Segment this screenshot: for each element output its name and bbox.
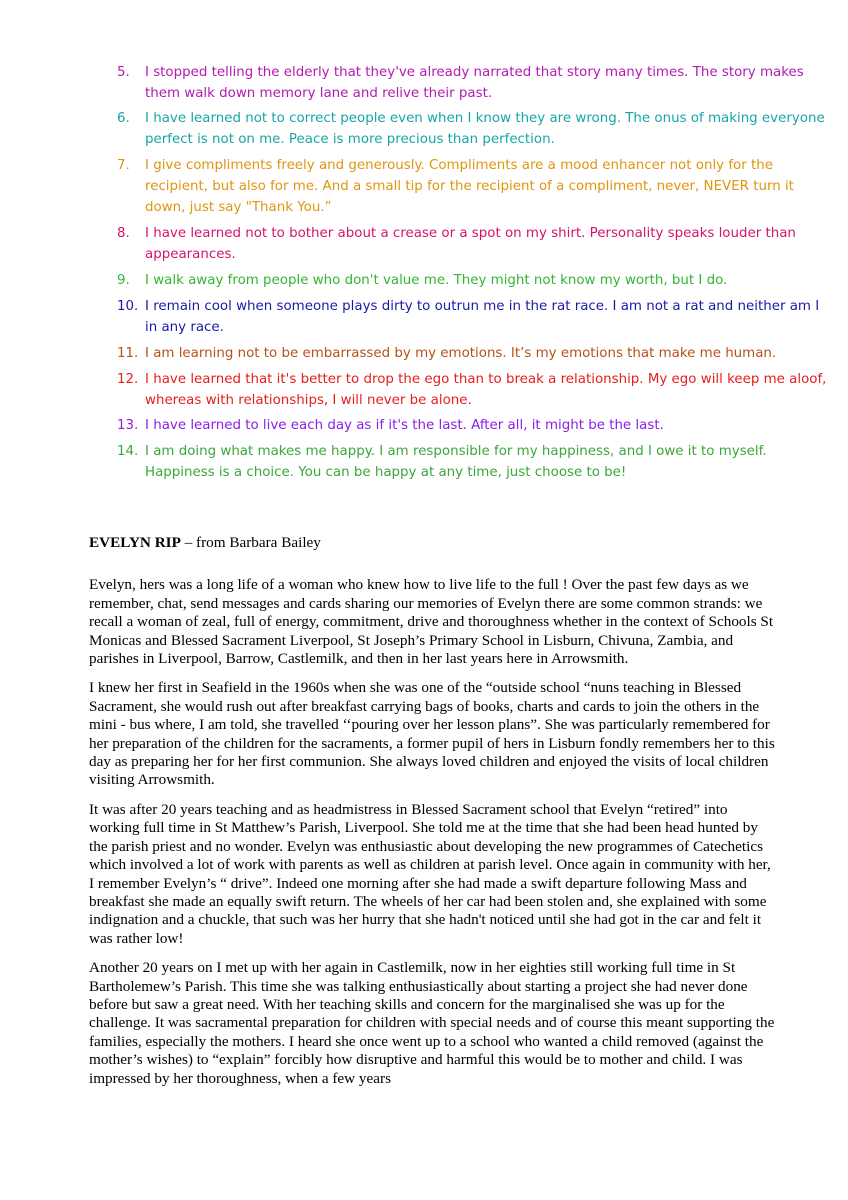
article-title: EVELYN RIP: [89, 534, 181, 551]
list-item: [117, 415, 835, 436]
article-paragraph: I knew her first in Seafield in the 1960s when she was one of the “outside school “nuns teaching in Blessed Sacrament, she would rush out after breakfast carrying bags of books, charts and cards to join the others in the mini - bus where, I am told, she travelled ‘‘pouring over her lesson plans”. She was particularly remembered for her preparation of the children for the sacraments, a former pupil of hers in Lisburn fondly remembers her to this day as preparing her for her first communion. She always loved children and enjoyed the visits of local children visiting Arrowsmith.: [89, 679, 775, 789]
list-item-number: 9.: [117, 273, 130, 288]
list-item: [117, 343, 835, 364]
list-item: [117, 441, 835, 483]
list-item-number: 12.: [117, 372, 139, 387]
list-item-number: 10.: [117, 299, 139, 314]
list-item: [117, 296, 835, 338]
list-item-number: 5.: [117, 65, 130, 80]
list-item-text: I stopped telling the elderly that they've already narrated that story many times. The story makes them walk down memory lane and relive their past.: [145, 65, 804, 101]
article-paragraph: It was after 20 years teaching and as headmistress in Blessed Sacrament school that Evelyn “retired” into working full time in St Matthew’s Parish, Liverpool. She told me at the time that she had been head hunted by the parish priest and no wonder. Evelyn was enthusiastic about developing the new programmes of Catechetics which involved a lot of work with parents as well as children at parish level. Once again in community with her, I remember Evelyn’s “ drive”. Indeed one morning after she had made a swift departure following Mass and breakfast she made an equally swift return. The wheels of her car had been stolen and, she explained with some indignation and a chuckle, that such was her hurry that she hadn't noticed until she had got in the car and felt it was rather low!: [89, 800, 771, 947]
list-item: [117, 369, 835, 411]
list-item: [117, 108, 835, 150]
list-item: [117, 62, 835, 104]
list-item-text: I give compliments freely and generously. Compliments are a mood enhancer not only for the recipient, but also for me. And a small tip for the recipient of a compliment, never, NEVER turn it down, just say "Thank You.”: [145, 158, 794, 215]
list-item-text: I have learned that it's better to drop the ego than to break a relationship. My ego will keep me aloof, whereas with relationships, I will never be alone.: [145, 372, 827, 408]
list-item-text: I am doing what makes me happy. I am responsible for my happiness, and I owe it to myself. Happiness is a choice. You can be happy at any time, just choose to be!: [145, 444, 767, 480]
list-item-text: I am learning not to be embarrassed by my emotions. It’s my emotions that make me human.: [145, 346, 777, 361]
article: [89, 534, 779, 1099]
list-item: [117, 155, 835, 218]
article-paragraph: Evelyn, hers was a long life of a woman who knew how to live life to the full ! Over the past few days as we remember, chat, send messages and cards sharing our memories of Evelyn there are some common strands: we recall a woman of zeal, full of energy, commitment, drive and thoroughness whether in the context of Schools St Monicas and Blessed Sacrament Liverpool, St Joseph’s Primary School in Lisburn, Chivuna, Zambia, and parishes in Liverpool, Barrow, Castlemilk, and then in her last years here in Arrowsmith.: [89, 576, 774, 668]
list-item-number: 7.: [117, 158, 130, 173]
list-item: [117, 270, 835, 291]
list-item-text: I have learned not to bother about a crease or a spot on my shirt. Personality speaks louder than appearances.: [145, 226, 796, 262]
list-item-number: 6.: [117, 111, 130, 126]
article-paragraph: Another 20 years on I met up with her again in Castlemilk, now in her eighties still working full time in St Bartholemew’s Parish. This time she was talking enthusiastically about starting a project she had never done before but saw a great need. With her teaching skills and concern for the marginalised she was up for the challenge. It was sacramental preparation for children with special needs and of course this meant supporting the families, especially the mothers. I heard she once went up to a school who wanted a child removed (against the mother’s wishes) to “explain” forcibly how disruptive and harmful this would be to mother and child. I was impressed by her thoroughness, when a few years: [89, 959, 775, 1087]
list-item: [117, 223, 835, 265]
list-item-number: 13.: [117, 418, 139, 433]
list-item-text: I remain cool when someone plays dirty to outrun me in the rat race. I am not a rat and neither am I in any race.: [145, 299, 820, 335]
list-item-text: I have learned to live each day as if it's the last. After all, it might be the last.: [145, 418, 664, 433]
list-item-number: 8.: [117, 226, 130, 241]
list-item-number: 11.: [117, 346, 139, 361]
article-heading: [89, 534, 779, 552]
list-item-number: 14.: [117, 444, 139, 459]
list-item-text: I walk away from people who don't value me. They might not know my worth, but I do.: [145, 273, 728, 288]
list-item-text: I have learned not to correct people even when I know they are wrong. The onus of making everyone perfect is not on me. Peace is more precious than perfection.: [145, 111, 825, 147]
article-byline: – from Barbara Bailey: [180, 534, 321, 551]
